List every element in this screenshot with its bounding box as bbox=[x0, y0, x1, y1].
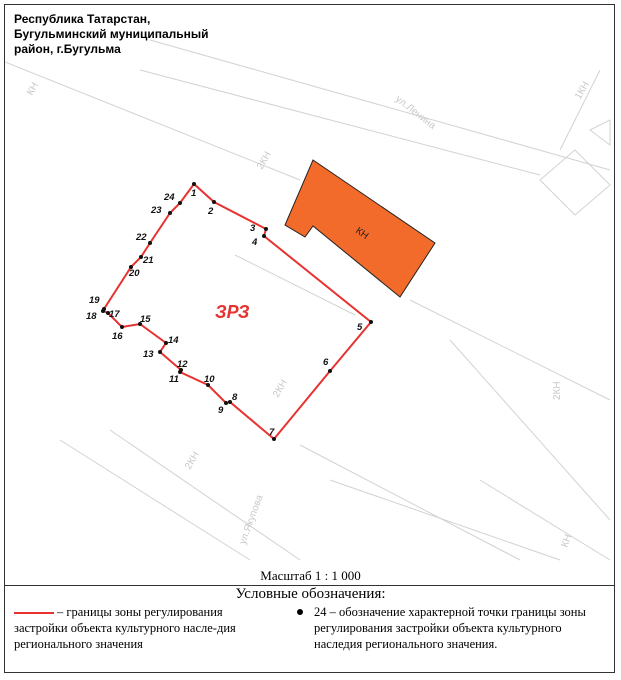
street-label-lenina: ул.Ленина bbox=[393, 93, 438, 132]
map-header bbox=[14, 12, 209, 57]
point-label-23: 23 bbox=[151, 205, 162, 216]
point-label-5: 5 bbox=[357, 322, 363, 333]
point-label-19: 19 bbox=[89, 295, 100, 306]
point-label-24: 24 bbox=[164, 192, 175, 203]
point-label-4: 4 bbox=[252, 237, 258, 248]
point-label-15: 15 bbox=[140, 314, 151, 325]
point-label-8: 8 bbox=[232, 392, 238, 403]
point-label-18: 18 bbox=[86, 311, 97, 322]
point-label-13: 13 bbox=[143, 349, 154, 360]
boundary-point-13[interactable] bbox=[158, 350, 162, 354]
scale-label: Масштаб 1 : 1 000 bbox=[260, 568, 361, 583]
boundary-point-5[interactable] bbox=[369, 320, 373, 324]
faint-label: КН bbox=[25, 80, 42, 98]
boundary-point-22[interactable] bbox=[148, 241, 152, 245]
point-label-12: 12 bbox=[177, 359, 188, 370]
boundary-point-6[interactable] bbox=[328, 369, 332, 373]
faint-label: 2КН bbox=[255, 149, 274, 172]
point-label-17: 17 bbox=[109, 309, 120, 320]
boundary-point-3[interactable] bbox=[264, 227, 268, 231]
boundary-line-symbol bbox=[14, 612, 54, 614]
point-label-1: 1 bbox=[191, 188, 197, 199]
point-symbol-icon bbox=[297, 609, 303, 615]
header-line-1: Республика Татарстан, bbox=[14, 12, 151, 26]
point-label-7: 7 bbox=[269, 427, 275, 438]
point-label-22: 22 bbox=[136, 232, 147, 243]
point-label-10: 10 bbox=[204, 374, 215, 385]
boundary-point-2[interactable] bbox=[212, 200, 216, 204]
point-label-2: 2 bbox=[208, 206, 214, 217]
boundary-point-23[interactable] bbox=[168, 211, 172, 215]
legend-boundary-text: – границы зоны регулирования застройки объекта культурного насле-дия регионального значения bbox=[14, 605, 236, 651]
point-label-16: 16 bbox=[112, 331, 123, 342]
legend-point-text: 24 – обозначение характерной точки границы зоны регулирования застройки объекта культурного наследия регионального значения. bbox=[314, 605, 586, 651]
boundary-point-24[interactable] bbox=[178, 201, 182, 205]
point-label-20: 20 bbox=[129, 268, 140, 279]
legend-boundary-item bbox=[14, 604, 279, 652]
faint-label: 1КН bbox=[573, 79, 592, 102]
boundary-point-4[interactable] bbox=[262, 234, 266, 238]
building-label: КН bbox=[353, 225, 371, 242]
legend-point-item bbox=[297, 604, 612, 652]
map-area[interactable] bbox=[5, 5, 614, 566]
header-line-3: район, г.Бугульма bbox=[14, 42, 121, 56]
faint-label: КН bbox=[559, 533, 575, 550]
point-label-11: 11 bbox=[169, 374, 179, 385]
point-label-6: 6 bbox=[323, 357, 329, 368]
faint-label: 2КН bbox=[271, 377, 290, 400]
boundary-point-19[interactable] bbox=[102, 307, 106, 311]
map-canvas bbox=[5, 5, 614, 566]
zone-label: ЗРЗ bbox=[215, 302, 250, 322]
point-label-14: 14 bbox=[168, 335, 179, 346]
legend-title: Условные обозначения: bbox=[235, 586, 386, 602]
point-label-9: 9 bbox=[218, 405, 224, 416]
faint-label: 2КН bbox=[183, 449, 202, 472]
boundary-point-1[interactable] bbox=[192, 182, 196, 186]
header-line-2: Бугульминский муниципальный bbox=[14, 27, 209, 41]
street-label-yakupova: ул.Якупова bbox=[237, 493, 266, 547]
point-label-3: 3 bbox=[250, 223, 256, 234]
boundary-point-16[interactable] bbox=[120, 325, 124, 329]
boundary-point-9[interactable] bbox=[224, 401, 228, 405]
point-label-21: 21 bbox=[143, 255, 154, 266]
faint-label: 2КН bbox=[552, 381, 563, 400]
